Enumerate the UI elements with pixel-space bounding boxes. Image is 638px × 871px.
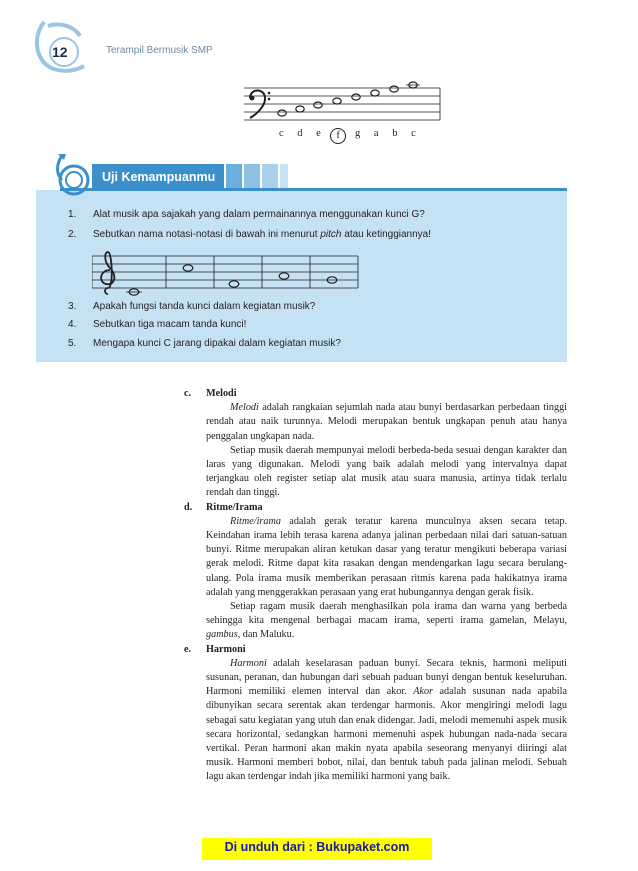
section-title: Melodi [206, 388, 237, 399]
paragraph: Harmoni adalah keselarasan paduan bunyi. Secara teknis, harmoni meliputi susunan, peranan, dan hubungan dari sebuah paduan bunyi dengan bentuk keseluruhan. Harmoni memiliki elemen interval dan akor. Akor adalah susunan nada apabila dibunyikan secara serentak akan terdengar harmonis. Akor mengiringi melodi lagu sebagai satu kegiatan yang utuh dan enak didengar. Jadi, melodi memenuhi aspek musik secara horizontal, sedangkan harmoni memenuhi aspek hubungan nada-nada secara vertikal. Peran harmoni akan makin nyata apabila seseorang menyanyi diiringi alat musik. Harmoni memberi bobot, nilai, dan bentuk tabuh pada jalinan melodi. Sebuah lagu akan terdengar indah jika memiliki harmoni yang baik. [206, 657, 567, 783]
question-4: 4. Sebutkan tiga macam tanda kunci! [68, 319, 247, 330]
paragraph: Ritme/irama adalah gerak teratur karena munculnya aksen secara tetap. Keindahan irama lebih terasa karena adanya jalinan perbedaan nilai dari satuan-satuan bunyi. Ritme merupakan aliran ketukan dasar yang teratur mengikuti beberapa variasi gerak melodi. Ritme dapat kita rasakan dengan mendengarkan lagu secara berulang-ulang. Pola irama musik memberikan perasaan ritmis karena pada hakikatnya irama adalah yang menggerakkan perasaan yang erat hubungannya dengan gerak fisik. [206, 515, 567, 598]
running-title: Terampil Bermusik SMP [106, 45, 213, 56]
download-link[interactable]: Di unduh dari : Bukupaket.com [224, 840, 410, 854]
question-1: 1. Alat musik apa sajakah yang dalam permainannya menggunakan kunci G? [68, 209, 425, 220]
header-square-decoration [280, 164, 288, 188]
scale-letter: b [392, 128, 398, 139]
question-2: 2. Sebutkan nama notasi-notasi di bawah ini menurut pitch atau ketinggiannya! [68, 229, 431, 240]
section-title: Ritme/Irama [206, 501, 263, 513]
scale-letter: c [278, 128, 284, 139]
section-letter: c. [184, 388, 192, 399]
header-square-decoration [262, 164, 278, 188]
header-square-decoration [244, 164, 260, 188]
page-number: 12 [52, 44, 68, 60]
paragraph: Setiap ragam musik daerah menghasilkan pola irama dan warna yang berbeda sehingga kita mengenal berbagai macam irama, seperti irama gamelan, Melayu, gambus, dan Maluku. [206, 601, 567, 641]
section-letter: d. [184, 501, 193, 513]
scale-letter-circled: f [330, 128, 346, 144]
paragraph: Setiap musik daerah mempunyai melodi berbeda-beda sesuai dengan karakter dan laras yang digunakan. Melodi yang baik adalah melodi yang intervalnya dapat terjangkau oleh register setiap alat musik atau suara manusia, artinya tidak terlalu rendah dan tinggi. [206, 444, 567, 499]
exercise-title: Uji Kemampuanmu [102, 170, 216, 184]
scale-letter: c [411, 128, 416, 139]
treble-clef-notes-staff [92, 250, 362, 296]
body-text [184, 387, 567, 785]
paragraph: Melodi adalah rangkaian sejumlah nada atau bunyi berdasarkan perbedaan tinggi rendah atau naik turunnya. Melodi merupakan bentuk ungkapan penuh atau hanya penggalan ungkapan nada. [206, 402, 567, 442]
bass-clef-scale-staff [244, 80, 444, 126]
scale-letter: e [316, 128, 321, 139]
french-horn-icon [52, 150, 92, 202]
section-ritme [184, 501, 567, 643]
scale-letter: d [297, 128, 303, 139]
question-5: 5. Mengapa kunci C jarang dipakai dalam kegiatan musik? [68, 338, 341, 349]
scale-letter: g [355, 128, 361, 139]
scale-letters [272, 128, 442, 144]
question-3: 3. Apakah fungsi tanda kunci dalam kegiatan musik? [68, 301, 316, 312]
section-melodi [184, 387, 567, 501]
section-harmoni [184, 643, 567, 785]
header-separator [60, 188, 567, 191]
section-letter: e. [184, 643, 192, 655]
header-square-decoration [226, 164, 242, 188]
section-title: Harmoni [206, 643, 246, 655]
scale-letter: a [373, 128, 379, 139]
